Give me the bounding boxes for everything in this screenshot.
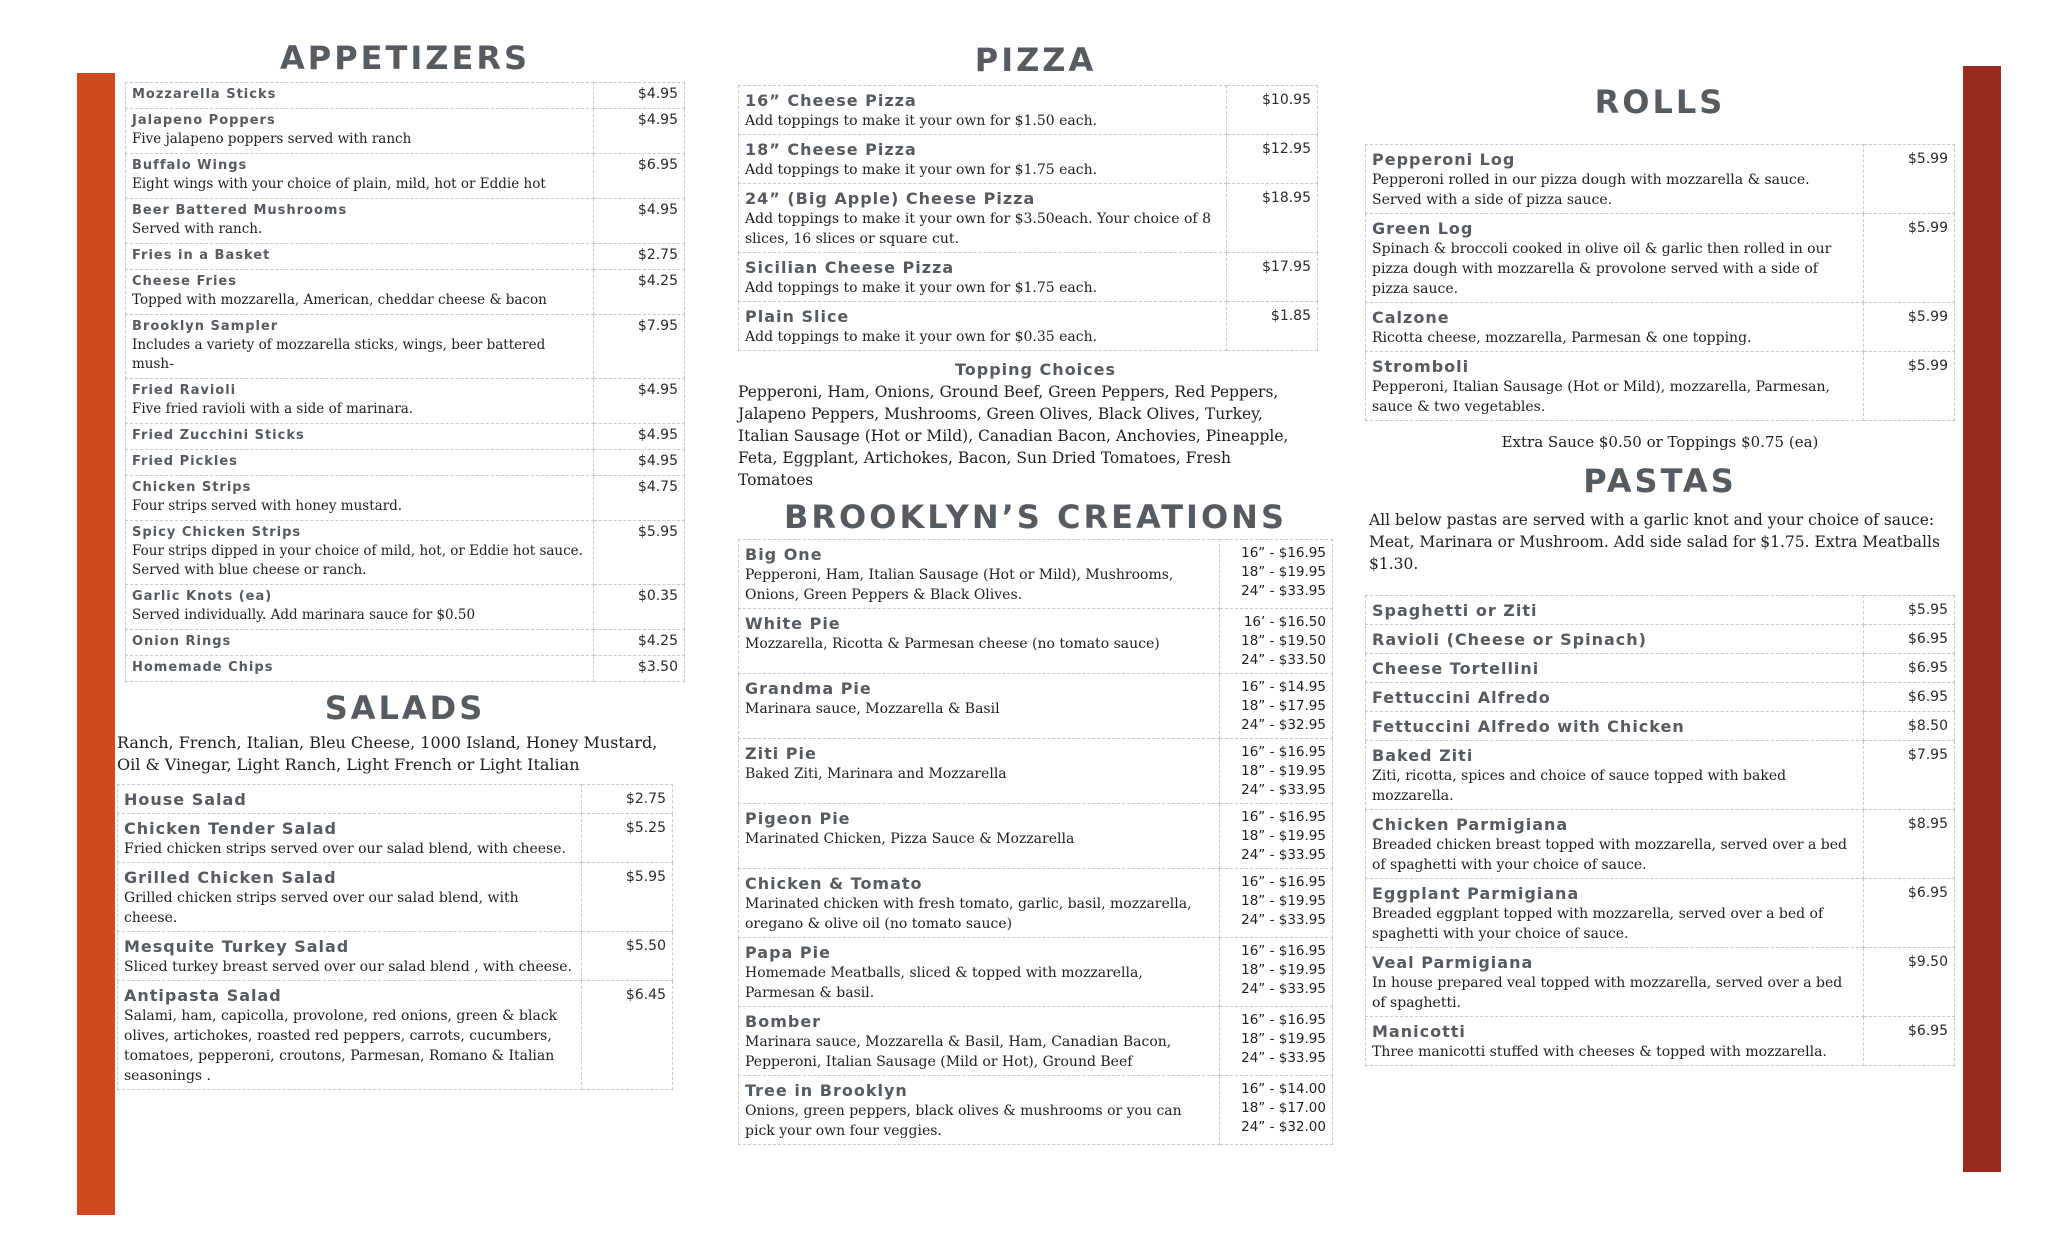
menu-item-row bbox=[739, 804, 1333, 869]
menu-item-description: Salami, ham, capicolla, provolone, red onions, green & black olives, artichokes, roasted red peppers, carrots, cucumbers, tomatoes, pepperoni, croutons, Parmesan, Romano & Italian seasonings . bbox=[124, 1008, 558, 1084]
menu-item-row bbox=[126, 630, 685, 656]
menu-item-row bbox=[739, 253, 1318, 302]
menu-item-price: $1.85 bbox=[1227, 302, 1318, 351]
menu-item-cell bbox=[1366, 145, 1864, 214]
menu-item-cell bbox=[118, 814, 582, 863]
menu-item-description: Served individually. Add marinara sauce for $0.50 bbox=[132, 607, 476, 623]
menu-item-price: $4.95 bbox=[594, 109, 685, 154]
menu-item-description: Pepperoni, Italian Sausage (Hot or Mild), mozzarella, Parmesan, sauce & two vegetables. bbox=[1372, 379, 1830, 415]
menu-item-price: $4.95 bbox=[594, 199, 685, 244]
pastas-title: PASTAS bbox=[1583, 462, 1737, 500]
menu-item-row bbox=[1366, 948, 1955, 1017]
menu-item-name: Plain Slice bbox=[745, 307, 850, 326]
menu-item-name: Chicken Tender Salad bbox=[124, 819, 337, 838]
menu-item-price: $5.95 bbox=[1864, 596, 1955, 625]
menu-item-row bbox=[118, 814, 673, 863]
menu-item-size-prices: 16” - $16.95 18” - $19.95 24” - $33.95 bbox=[1220, 869, 1333, 938]
menu-item-price: $6.95 bbox=[1864, 683, 1955, 712]
menu-item-row bbox=[1366, 352, 1955, 421]
menu-item-name: Antipasta Salad bbox=[124, 986, 282, 1005]
menu-item-name: Sicilian Cheese Pizza bbox=[745, 258, 955, 277]
menu-item-cell bbox=[1366, 654, 1864, 683]
menu-item-description: Add toppings to make it your own for $0.35 each. bbox=[745, 329, 1098, 345]
menu-item-name: Brooklyn Sampler bbox=[132, 319, 279, 334]
brooklyns-creations-title: BROOKLYN’S CREATIONS bbox=[784, 498, 1287, 536]
menu-item-name: Jalapeno Poppers bbox=[132, 113, 276, 128]
menu-item-name: Cheese Tortellini bbox=[1372, 659, 1540, 678]
menu-item-price: $5.95 bbox=[582, 863, 673, 932]
menu-item-cell bbox=[1366, 303, 1864, 352]
menu-item-row bbox=[1366, 214, 1955, 303]
menu-item-row bbox=[126, 450, 685, 476]
menu-item-cell bbox=[739, 540, 1220, 609]
menu-item-name: Manicotti bbox=[1372, 1022, 1466, 1041]
menu-item-price: $6.95 bbox=[1864, 879, 1955, 948]
menu-item-description: Marinated Chicken, Pizza Sauce & Mozzarella bbox=[745, 831, 1075, 847]
menu-item-description: Breaded chicken breast topped with mozzarella, served over a bed of spaghetti with your choice of sauce. bbox=[1372, 837, 1847, 873]
menu-item-cell bbox=[739, 184, 1227, 253]
menu-item-cell bbox=[126, 521, 594, 585]
menu-item-description: Eight wings with your choice of plain, mild, hot or Eddie hot bbox=[132, 176, 546, 192]
left-accent-stripe bbox=[77, 73, 115, 1215]
menu-item-price: $4.95 bbox=[594, 83, 685, 109]
menu-item-row bbox=[739, 1007, 1333, 1076]
menu-item-price: $4.25 bbox=[594, 270, 685, 315]
menu-item-price: $5.99 bbox=[1864, 352, 1955, 421]
menu-item-description: Pepperoni, Ham, Italian Sausage (Hot or Mild), Mushrooms, Onions, Green Peppers & Black Olives. bbox=[745, 567, 1174, 603]
menu-item-size-prices: 16” - $16.95 18” - $19.95 24” - $33.95 bbox=[1220, 938, 1333, 1007]
menu-item-name: 18” Cheese Pizza bbox=[745, 140, 917, 159]
menu-item-name: Spaghetti or Ziti bbox=[1372, 601, 1538, 620]
menu-item-name: Tree in Brooklyn bbox=[745, 1081, 908, 1100]
menu-item-name: Baked Ziti bbox=[1372, 746, 1474, 765]
menu-item-name: Grilled Chicken Salad bbox=[124, 868, 337, 887]
menu-item-cell bbox=[739, 869, 1220, 938]
menu-item-name: Mozzarella Sticks bbox=[132, 87, 277, 102]
menu-item-name: Ziti Pie bbox=[745, 744, 817, 763]
menu-item-description: Three manicotti stuffed with cheeses & topped with mozzarella. bbox=[1372, 1044, 1827, 1060]
menu-item-row bbox=[739, 674, 1333, 739]
menu-item-cell bbox=[1366, 352, 1864, 421]
menu-item-row bbox=[1366, 625, 1955, 654]
menu-item-row bbox=[126, 154, 685, 199]
menu-item-row bbox=[118, 785, 673, 814]
menu-item-cell bbox=[739, 938, 1220, 1007]
menu-item-price: $5.50 bbox=[582, 932, 673, 981]
menu-item-description: Sliced turkey breast served over our salad blend , with cheese. bbox=[124, 959, 572, 975]
menu-item-description: Add toppings to make it your own for $3.50each. Your choice of 8 slices, 16 slices or square cut. bbox=[745, 211, 1211, 247]
menu-item-description: Four strips served with honey mustard. bbox=[132, 498, 403, 514]
right-accent-stripe bbox=[1963, 66, 2001, 1172]
menu-item-cell bbox=[126, 476, 594, 521]
salads-table bbox=[117, 784, 673, 1090]
menu-item-name: Bomber bbox=[745, 1012, 822, 1031]
menu-item-row bbox=[739, 938, 1333, 1007]
menu-item-row bbox=[126, 199, 685, 244]
salad-dressings: Ranch, French, Italian, Bleu Cheese, 1000 Island, Honey Mustard, Oil & Vinegar, Light Ranch, Light French or Light Italian bbox=[117, 733, 658, 774]
menu-item-cell bbox=[739, 302, 1227, 351]
menu-item-description: Marinated chicken with fresh tomato, garlic, basil, mozzarella, oregano & olive oil (no tomato sauce) bbox=[745, 896, 1192, 932]
menu-item-cell bbox=[739, 1076, 1220, 1145]
menu-item-price: $5.99 bbox=[1864, 303, 1955, 352]
menu-item-row bbox=[1366, 683, 1955, 712]
menu-item-cell bbox=[739, 135, 1227, 184]
menu-item-name: Green Log bbox=[1372, 219, 1474, 238]
menu-item-cell bbox=[739, 674, 1220, 739]
menu-item-cell bbox=[1366, 741, 1864, 810]
creations-table bbox=[738, 539, 1333, 1145]
menu-item-price: $4.25 bbox=[594, 630, 685, 656]
menu-item-row bbox=[126, 270, 685, 315]
menu-item-size-prices: 16’ - $16.50 18” - $19.50 24” - $33.50 bbox=[1220, 609, 1333, 674]
menu-item-price: $6.45 bbox=[582, 981, 673, 1090]
menu-item-price: $6.95 bbox=[1864, 625, 1955, 654]
menu-item-cell bbox=[1366, 625, 1864, 654]
menu-item-cell bbox=[739, 253, 1227, 302]
menu-item-row bbox=[739, 184, 1318, 253]
menu-item-price: $4.75 bbox=[594, 476, 685, 521]
menu-item-description: Includes a variety of mozzarella sticks, wings, beer battered mush- bbox=[132, 337, 546, 372]
menu-item-row bbox=[118, 932, 673, 981]
menu-item-row bbox=[1366, 879, 1955, 948]
menu-item-cell bbox=[126, 154, 594, 199]
menu-item-name: Fried Ravioli bbox=[132, 383, 237, 398]
menu-item-description: Baked Ziti, Marinara and Mozzarella bbox=[745, 766, 1007, 782]
menu-item-size-prices: 16” - $14.95 18” - $17.95 24” - $32.95 bbox=[1220, 674, 1333, 739]
menu-item-cell bbox=[739, 804, 1220, 869]
rolls-table bbox=[1365, 144, 1955, 421]
menu-item-description: Five jalapeno poppers served with ranch bbox=[132, 131, 412, 147]
menu-item-description: Marinara sauce, Mozzarella & Basil, Ham, Canadian Bacon, Pepperoni, Italian Sausage (Mild or Hot), Ground Beef bbox=[745, 1034, 1172, 1070]
middle-column bbox=[738, 40, 1333, 1145]
menu-item-size-prices: 16” - $16.95 18” - $19.95 24” - $33.95 bbox=[1220, 739, 1333, 804]
menu-item-row bbox=[126, 109, 685, 154]
menu-item-cell bbox=[739, 1007, 1220, 1076]
menu-item-cell bbox=[1366, 214, 1864, 303]
menu-item-name: Onion Rings bbox=[132, 634, 232, 649]
menu-item-row bbox=[1366, 596, 1955, 625]
menu-item-name: Stromboli bbox=[1372, 357, 1470, 376]
menu-item-cell bbox=[1366, 712, 1864, 741]
menu-item-description: Add toppings to make it your own for $1.75 each. bbox=[745, 280, 1098, 296]
menu-item-description: Four strips dipped in your choice of mild, hot, or Eddie hot sauce. Served with blue cheese or ranch. bbox=[132, 543, 583, 578]
menu-item-price: $2.75 bbox=[582, 785, 673, 814]
menu-item-name: Chicken Parmigiana bbox=[1372, 815, 1569, 834]
menu-item-row bbox=[739, 540, 1333, 609]
menu-item-name: Buffalo Wings bbox=[132, 158, 248, 173]
menu-item-row bbox=[1366, 145, 1955, 214]
pizza-title: PIZZA bbox=[974, 41, 1097, 79]
menu-item-name: Chicken & Tomato bbox=[745, 874, 923, 893]
menu-item-price: $5.99 bbox=[1864, 145, 1955, 214]
menu-item-name: Papa Pie bbox=[745, 943, 831, 962]
menu-item-row bbox=[126, 424, 685, 450]
left-column bbox=[117, 38, 685, 1090]
menu-item-name: Pepperoni Log bbox=[1372, 150, 1516, 169]
menu-item-name: White Pie bbox=[745, 614, 841, 633]
menu-item-row bbox=[739, 609, 1333, 674]
menu-item-row bbox=[126, 83, 685, 109]
menu-item-name: Cheese Fries bbox=[132, 274, 237, 289]
menu-item-price: $5.25 bbox=[582, 814, 673, 863]
menu-item-description: Topped with mozzarella, American, cheddar cheese & bacon bbox=[132, 292, 547, 308]
menu-item-price: $4.95 bbox=[594, 379, 685, 424]
menu-item-row bbox=[1366, 712, 1955, 741]
menu-item-name: Fries in a Basket bbox=[132, 248, 271, 263]
menu-item-cell bbox=[1366, 879, 1864, 948]
menu-item-row bbox=[739, 869, 1333, 938]
menu-item-row bbox=[1366, 654, 1955, 683]
salads-title: SALADS bbox=[324, 689, 486, 727]
menu-item-size-prices: 16” - $16.95 18” - $19.95 24” - $33.95 bbox=[1220, 804, 1333, 869]
menu-item-name: Eggplant Parmigiana bbox=[1372, 884, 1580, 903]
menu-item-row bbox=[126, 521, 685, 585]
menu-item-price: $3.50 bbox=[594, 656, 685, 682]
menu-item-name: Fettuccini Alfredo bbox=[1372, 688, 1551, 707]
menu-item-price: $5.95 bbox=[594, 521, 685, 585]
menu-item-size-prices: 16” - $16.95 18” - $19.95 24” - $33.95 bbox=[1220, 1007, 1333, 1076]
topping-choices-list: Pepperoni, Ham, Onions, Ground Beef, Green Peppers, Red Peppers, Jalapeno Peppers, Mushrooms, Green Olives, Black Olives, Turkey, Italian Sausage (Hot or Mild), Canadian Bacon, Anchovies, Pineapple, Feta, Eggplant, Artichokes, Bacon, Sun Dried Tomatoes, Fresh Tomatoes bbox=[738, 383, 1289, 489]
menu-item-description: Homemade Meatballs, sliced & topped with mozzarella, Parmesan & basil. bbox=[745, 965, 1143, 1001]
appetizers-table bbox=[125, 82, 685, 682]
menu-item-cell bbox=[1366, 810, 1864, 879]
menu-item-cell bbox=[126, 424, 594, 450]
menu-item-price: $6.95 bbox=[594, 154, 685, 199]
menu-item-name: Homemade Chips bbox=[132, 660, 274, 675]
menu-item-price: $5.99 bbox=[1864, 214, 1955, 303]
menu-item-row bbox=[126, 379, 685, 424]
menu-item-price: $8.95 bbox=[1864, 810, 1955, 879]
menu-item-price: $7.95 bbox=[594, 315, 685, 379]
menu-item-price: $4.95 bbox=[594, 424, 685, 450]
menu-item-row bbox=[739, 1076, 1333, 1145]
menu-item-name: Pigeon Pie bbox=[745, 809, 851, 828]
pizza-table bbox=[738, 85, 1318, 351]
menu-item-cell bbox=[118, 981, 582, 1090]
menu-item-name: Calzone bbox=[1372, 308, 1450, 327]
menu-item-cell bbox=[126, 450, 594, 476]
menu-item-row bbox=[126, 315, 685, 379]
rolls-title: ROLLS bbox=[1594, 83, 1726, 121]
menu-item-cell bbox=[126, 656, 594, 682]
menu-item-cell bbox=[126, 199, 594, 244]
menu-item-price: $12.95 bbox=[1227, 135, 1318, 184]
menu-item-row bbox=[739, 739, 1333, 804]
menu-item-row bbox=[739, 302, 1318, 351]
menu-item-description: Onions, green peppers, black olives & mushrooms or you can pick your own four veggies. bbox=[745, 1103, 1182, 1139]
menu-item-description: Served with ranch. bbox=[132, 221, 263, 237]
menu-item-cell bbox=[126, 83, 594, 109]
menu-item-name: 24” (Big Apple) Cheese Pizza bbox=[745, 189, 1036, 208]
menu-item-row bbox=[118, 863, 673, 932]
menu-item-description: Breaded eggplant topped with mozzarella, served over a bed of spaghetti with your choice of sauce. bbox=[1372, 906, 1824, 942]
menu-item-description: Add toppings to make it your own for $1.75 each. bbox=[745, 162, 1098, 178]
menu-item-name: Fettuccini Alfredo with Chicken bbox=[1372, 717, 1685, 736]
menu-item-row bbox=[1366, 810, 1955, 879]
menu-item-price: $7.95 bbox=[1864, 741, 1955, 810]
menu-item-row bbox=[1366, 741, 1955, 810]
menu-item-description: Marinara sauce, Mozzarella & Basil bbox=[745, 701, 1000, 717]
menu-item-name: House Salad bbox=[124, 790, 247, 809]
menu-item-cell bbox=[1366, 948, 1864, 1017]
pastas-intro: All below pastas are served with a garlic knot and your choice of sauce: Meat, Marinara or Mushroom. Add side salad for $1.75. Extra Meatballs $1.30. bbox=[1369, 511, 1940, 573]
menu-item-cell bbox=[1366, 1017, 1864, 1066]
menu-item-cell bbox=[126, 630, 594, 656]
menu-item-price: $2.75 bbox=[594, 244, 685, 270]
menu-item-cell bbox=[126, 315, 594, 379]
menu-item-name: Big One bbox=[745, 545, 823, 564]
pastas-table bbox=[1365, 595, 1955, 1066]
menu-item-row bbox=[1366, 303, 1955, 352]
menu-item-name: Fried Zucchini Sticks bbox=[132, 428, 305, 443]
menu-item-name: Mesquite Turkey Salad bbox=[124, 937, 350, 956]
menu-item-price: $17.95 bbox=[1227, 253, 1318, 302]
menu-item-description: Mozzarella, Ricotta & Parmesan cheese (no tomato sauce) bbox=[745, 636, 1160, 652]
menu-item-cell bbox=[739, 86, 1227, 135]
menu-item-description: Ricotta cheese, mozzarella, Parmesan & one topping. bbox=[1372, 330, 1752, 346]
menu-item-name: Fried Pickles bbox=[132, 454, 238, 469]
menu-item-cell bbox=[1366, 683, 1864, 712]
menu-item-name: Veal Parmigiana bbox=[1372, 953, 1534, 972]
menu-item-price: $4.95 bbox=[594, 450, 685, 476]
menu-item-cell bbox=[739, 739, 1220, 804]
menu-item-cell bbox=[1366, 596, 1864, 625]
menu-item-price: $6.95 bbox=[1864, 654, 1955, 683]
right-column bbox=[1365, 82, 1955, 1066]
menu-item-name: 16” Cheese Pizza bbox=[745, 91, 917, 110]
topping-choices-title: Topping Choices bbox=[954, 360, 1117, 379]
menu-item-price: $9.50 bbox=[1864, 948, 1955, 1017]
menu-item-cell bbox=[126, 379, 594, 424]
menu-item-name: Beer Battered Mushrooms bbox=[132, 203, 348, 218]
menu-item-price: $18.95 bbox=[1227, 184, 1318, 253]
menu-item-size-prices: 16” - $16.95 18” - $19.95 24” - $33.95 bbox=[1220, 540, 1333, 609]
menu-item-description: Spinach & broccoli cooked in olive oil & garlic then rolled in our pizza dough with mozzarella & provolone served with a side of pizza sauce. bbox=[1372, 241, 1832, 297]
menu-item-row bbox=[126, 585, 685, 630]
menu-item-cell bbox=[126, 109, 594, 154]
menu-item-price: $6.95 bbox=[1864, 1017, 1955, 1066]
menu-item-row bbox=[1366, 1017, 1955, 1066]
rolls-extras-note: Extra Sauce $0.50 or Toppings $0.75 (ea) bbox=[1501, 433, 1819, 451]
menu-item-description: Add toppings to make it your own for $1.50 each. bbox=[745, 113, 1098, 129]
menu-item-name: Garlic Knots (ea) bbox=[132, 589, 273, 604]
menu-item-name: Spicy Chicken Strips bbox=[132, 525, 302, 540]
menu-item-name: Grandma Pie bbox=[745, 679, 872, 698]
menu-item-name: Chicken Strips bbox=[132, 480, 252, 495]
menu-item-cell bbox=[739, 609, 1220, 674]
menu-item-cell bbox=[126, 585, 594, 630]
menu-item-description: Pepperoni rolled in our pizza dough with mozzarella & sauce. Served with a side of pizza sauce. bbox=[1372, 172, 1810, 208]
menu-item-row bbox=[739, 135, 1318, 184]
menu-item-cell bbox=[126, 244, 594, 270]
menu-item-size-prices: 16” - $14.00 18” - $17.00 24” - $32.00 bbox=[1220, 1076, 1333, 1145]
menu-item-description: Ziti, ricotta, spices and choice of sauce topped with baked mozzarella. bbox=[1372, 768, 1787, 804]
menu-item-row bbox=[739, 86, 1318, 135]
menu-item-cell bbox=[118, 932, 582, 981]
menu-item-description: In house prepared veal topped with mozzarella, served over a bed of spaghetti. bbox=[1372, 975, 1843, 1011]
appetizers-title: APPETIZERS bbox=[279, 39, 530, 77]
menu-item-row bbox=[126, 656, 685, 682]
menu-item-cell bbox=[118, 785, 582, 814]
menu-item-row bbox=[126, 244, 685, 270]
menu-item-description: Five fried ravioli with a side of marinara. bbox=[132, 401, 414, 417]
menu-item-cell bbox=[118, 863, 582, 932]
menu-item-row bbox=[118, 981, 673, 1090]
menu-item-description: Fried chicken strips served over our salad blend, with cheese. bbox=[124, 841, 566, 857]
menu-item-row bbox=[126, 476, 685, 521]
menu-item-price: $8.50 bbox=[1864, 712, 1955, 741]
menu-item-name: Ravioli (Cheese or Spinach) bbox=[1372, 630, 1647, 649]
menu-item-price: $0.35 bbox=[594, 585, 685, 630]
menu-item-cell bbox=[126, 270, 594, 315]
menu-item-description: Grilled chicken strips served over our salad blend, with cheese. bbox=[124, 890, 519, 926]
menu-item-price: $10.95 bbox=[1227, 86, 1318, 135]
